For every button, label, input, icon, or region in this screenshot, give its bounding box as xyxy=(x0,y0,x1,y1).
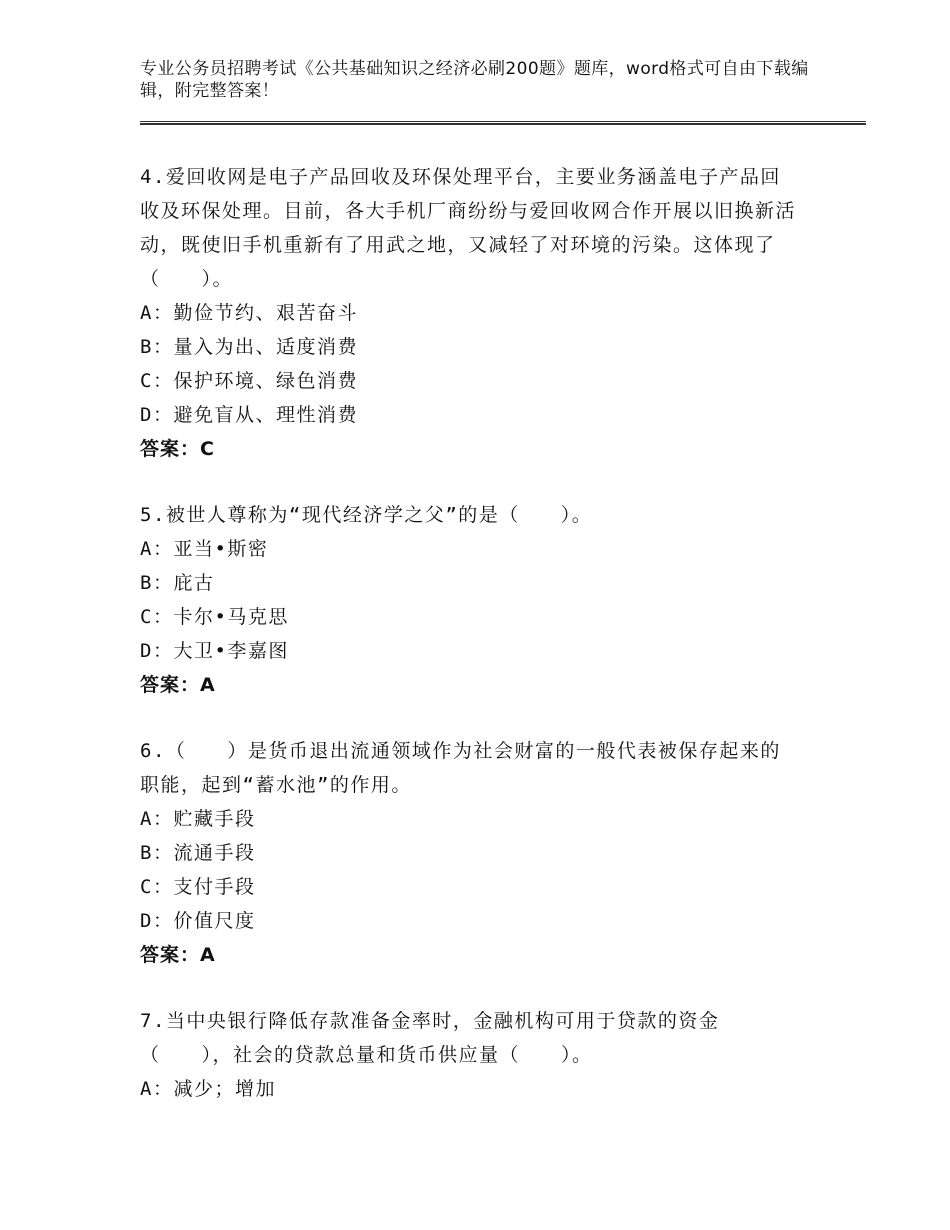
option-c: C：卡尔•马克思 xyxy=(140,606,289,628)
question-stem: 5.被世人尊称为“现代经济学之父”的是（ ）。 xyxy=(140,504,593,526)
question-stem: 6.（ ）是货币退出流通领域作为社会财富的一般代表被保存起来的职能，起到“蓄水池”的作用。 xyxy=(140,740,781,796)
question-4 xyxy=(140,160,800,466)
option-b: B：流通手段 xyxy=(140,842,256,864)
option-c: C：支付手段 xyxy=(140,876,256,898)
question-list xyxy=(140,160,800,1138)
option-a: A：贮藏手段 xyxy=(140,808,256,830)
header-divider xyxy=(140,121,866,125)
option-a: A：减少；增加 xyxy=(140,1078,276,1100)
option-c: C：保护环境、绿色消费 xyxy=(140,370,358,392)
option-d: D：大卫•李嘉图 xyxy=(140,640,289,662)
page-header: 专业公务员招聘考试《公共基础知识之经济必刷200题》题库，word格式可自由下载编辑，附完整答案！ xyxy=(140,59,809,101)
question-stem: 7.当中央银行降低存款准备金率时，金融机构可用于贷款的资金（ ），社会的贷款总量和货币供应量（ ）。 xyxy=(140,1010,720,1066)
question-7 xyxy=(140,1004,800,1106)
question-5 xyxy=(140,498,800,702)
question-stem: 4.爱回收网是电子产品回收及环保处理平台，主要业务涵盖电子产品回收及环保处理。目前，各大手机厂商纷纷与爱回收网合作开展以旧换新活动，既使旧手机重新有了用武之地，又减轻了对环境的污染。这体现了（ ）。 xyxy=(140,166,797,290)
answer-label: 答案：C xyxy=(140,438,215,460)
question-6 xyxy=(140,734,800,972)
option-a: A：亚当•斯密 xyxy=(140,538,269,560)
answer-label: 答案：A xyxy=(140,674,216,696)
option-b: B：量入为出、适度消费 xyxy=(140,336,358,358)
option-a: A：勤俭节约、艰苦奋斗 xyxy=(140,302,358,324)
option-d: D：避免盲从、理性消费 xyxy=(140,404,358,426)
option-b: B：庇古 xyxy=(140,572,215,594)
option-d: D：价值尺度 xyxy=(140,910,256,932)
answer-label: 答案：A xyxy=(140,944,216,966)
